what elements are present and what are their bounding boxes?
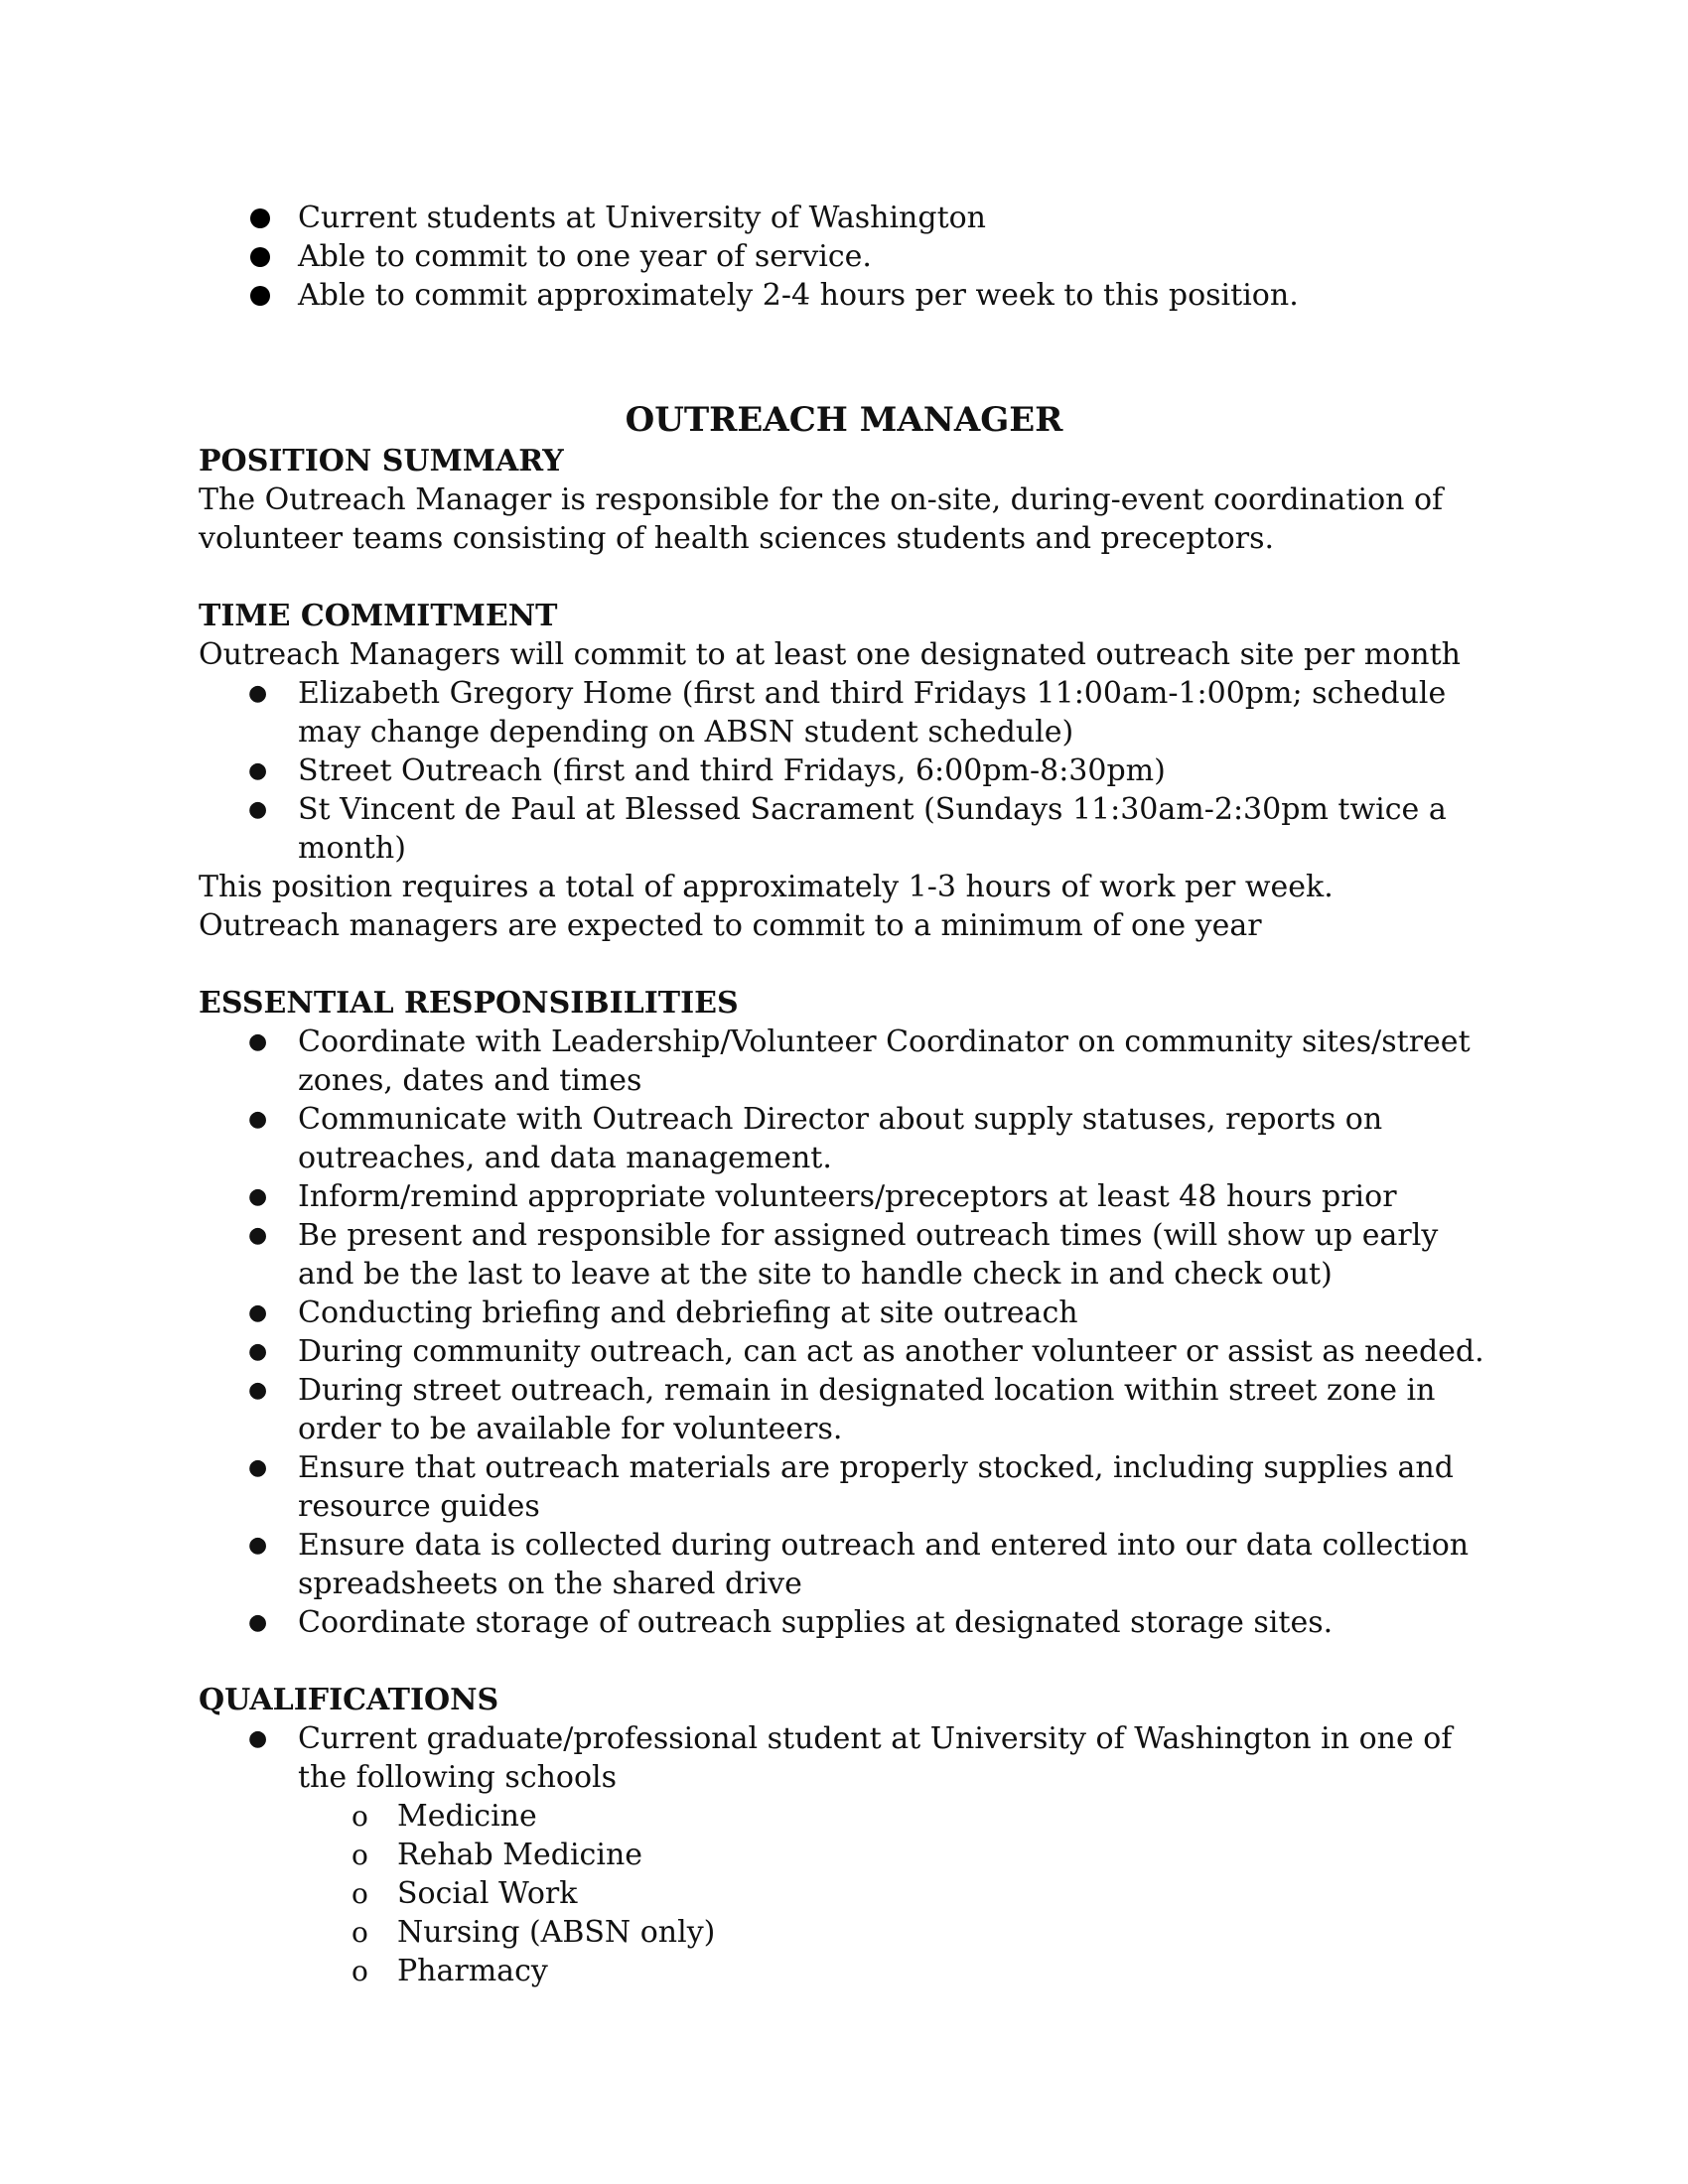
list-item: Able to commit to one year of service. (199, 237, 1489, 276)
time-commitment-list (199, 674, 1489, 868)
time-commitment-note: This position requires a total of approximately 1-3 hours of work per week. (199, 870, 1334, 904)
qualifications-list (199, 1719, 1489, 1990)
list-item: ● Ensure that outreach materials are properly stocked, including supplies and resource guides (199, 1448, 1489, 1526)
schools-list (298, 1797, 1489, 1990)
responsibilities-list (199, 1023, 1489, 1642)
section-spacer (199, 1642, 1489, 1681)
school-item: o Social Work (298, 1874, 1489, 1913)
document-content (199, 199, 1489, 1990)
section-spacer (199, 945, 1489, 984)
list-item: ● Coordinate with Leadership/Volunteer Coordinator on community sites/street zones, dates and times (199, 1023, 1489, 1100)
school-item: o Pharmacy (298, 1952, 1489, 1990)
school-item: o Nursing (ABSN only) (298, 1913, 1489, 1952)
list-item: ● Street Outreach (first and third Fridays, 6:00pm-8:30pm) (199, 751, 1489, 790)
list-item: Able to commit approximately 2-4 hours per week to this position. (199, 276, 1489, 315)
school-item: o Rehab Medicine (298, 1836, 1489, 1874)
qualification-text: Current graduate/professional student at University of Washington in one of the following schools (298, 1721, 1453, 1795)
list-item (199, 1719, 1489, 1990)
time-commitment-intro: Outreach Managers will commit to at least one designated outreach site per month (199, 637, 1461, 672)
list-item: ● Be present and responsible for assigned outreach times (will show up early and be the last to leave at the site to handle check in and check out) (199, 1216, 1489, 1294)
list-item: ● Elizabeth Gregory Home (first and third Fridays 11:00am-1:00pm; schedule may change depending on ABSN student schedule) (199, 674, 1489, 751)
school-item: o Medicine (298, 1797, 1489, 1836)
page-title: OUTREACH MANAGER (625, 400, 1063, 440)
list-item: ● During community outreach, can act as another volunteer or assist as needed. (199, 1332, 1489, 1371)
list-item: ● St Vincent de Paul at Blessed Sacrament (Sundays 11:30am-2:30pm twice a month) (199, 790, 1489, 868)
list-item: ● Ensure data is collected during outreach and entered into our data collection spreadsheets on the shared drive (199, 1526, 1489, 1603)
qualifications-heading: QUALIFICATIONS (199, 1683, 499, 1717)
list-item: ● Coordinate storage of outreach supplies at designated storage sites. (199, 1603, 1489, 1642)
list-item: ● Inform/remind appropriate volunteers/preceptors at least 48 hours prior (199, 1177, 1489, 1216)
section-spacer (199, 558, 1489, 597)
position-summary-text: The Outreach Manager is responsible for the on-site, during-event coordination of volunteer teams consisting of health sciences students and preceptors. (199, 482, 1444, 556)
list-item: ● Conducting briefing and debriefing at site outreach (199, 1294, 1489, 1332)
list-item: ● During street outreach, remain in designated location within street zone in order to be available for volunteers. (199, 1371, 1489, 1448)
position-summary-heading: POSITION SUMMARY (199, 444, 564, 478)
list-item: Current students at University of Washington (199, 199, 1489, 237)
time-commitment-heading: TIME COMMITMENT (199, 599, 558, 633)
intro-bullet-list (199, 199, 1489, 315)
list-item: ● Communicate with Outreach Director about supply statuses, reports on outreaches, and data management. (199, 1100, 1489, 1177)
time-commitment-note: Outreach managers are expected to commit to a minimum of one year (199, 908, 1262, 943)
essential-responsibilities-heading: ESSENTIAL RESPONSIBILITIES (199, 986, 739, 1021)
